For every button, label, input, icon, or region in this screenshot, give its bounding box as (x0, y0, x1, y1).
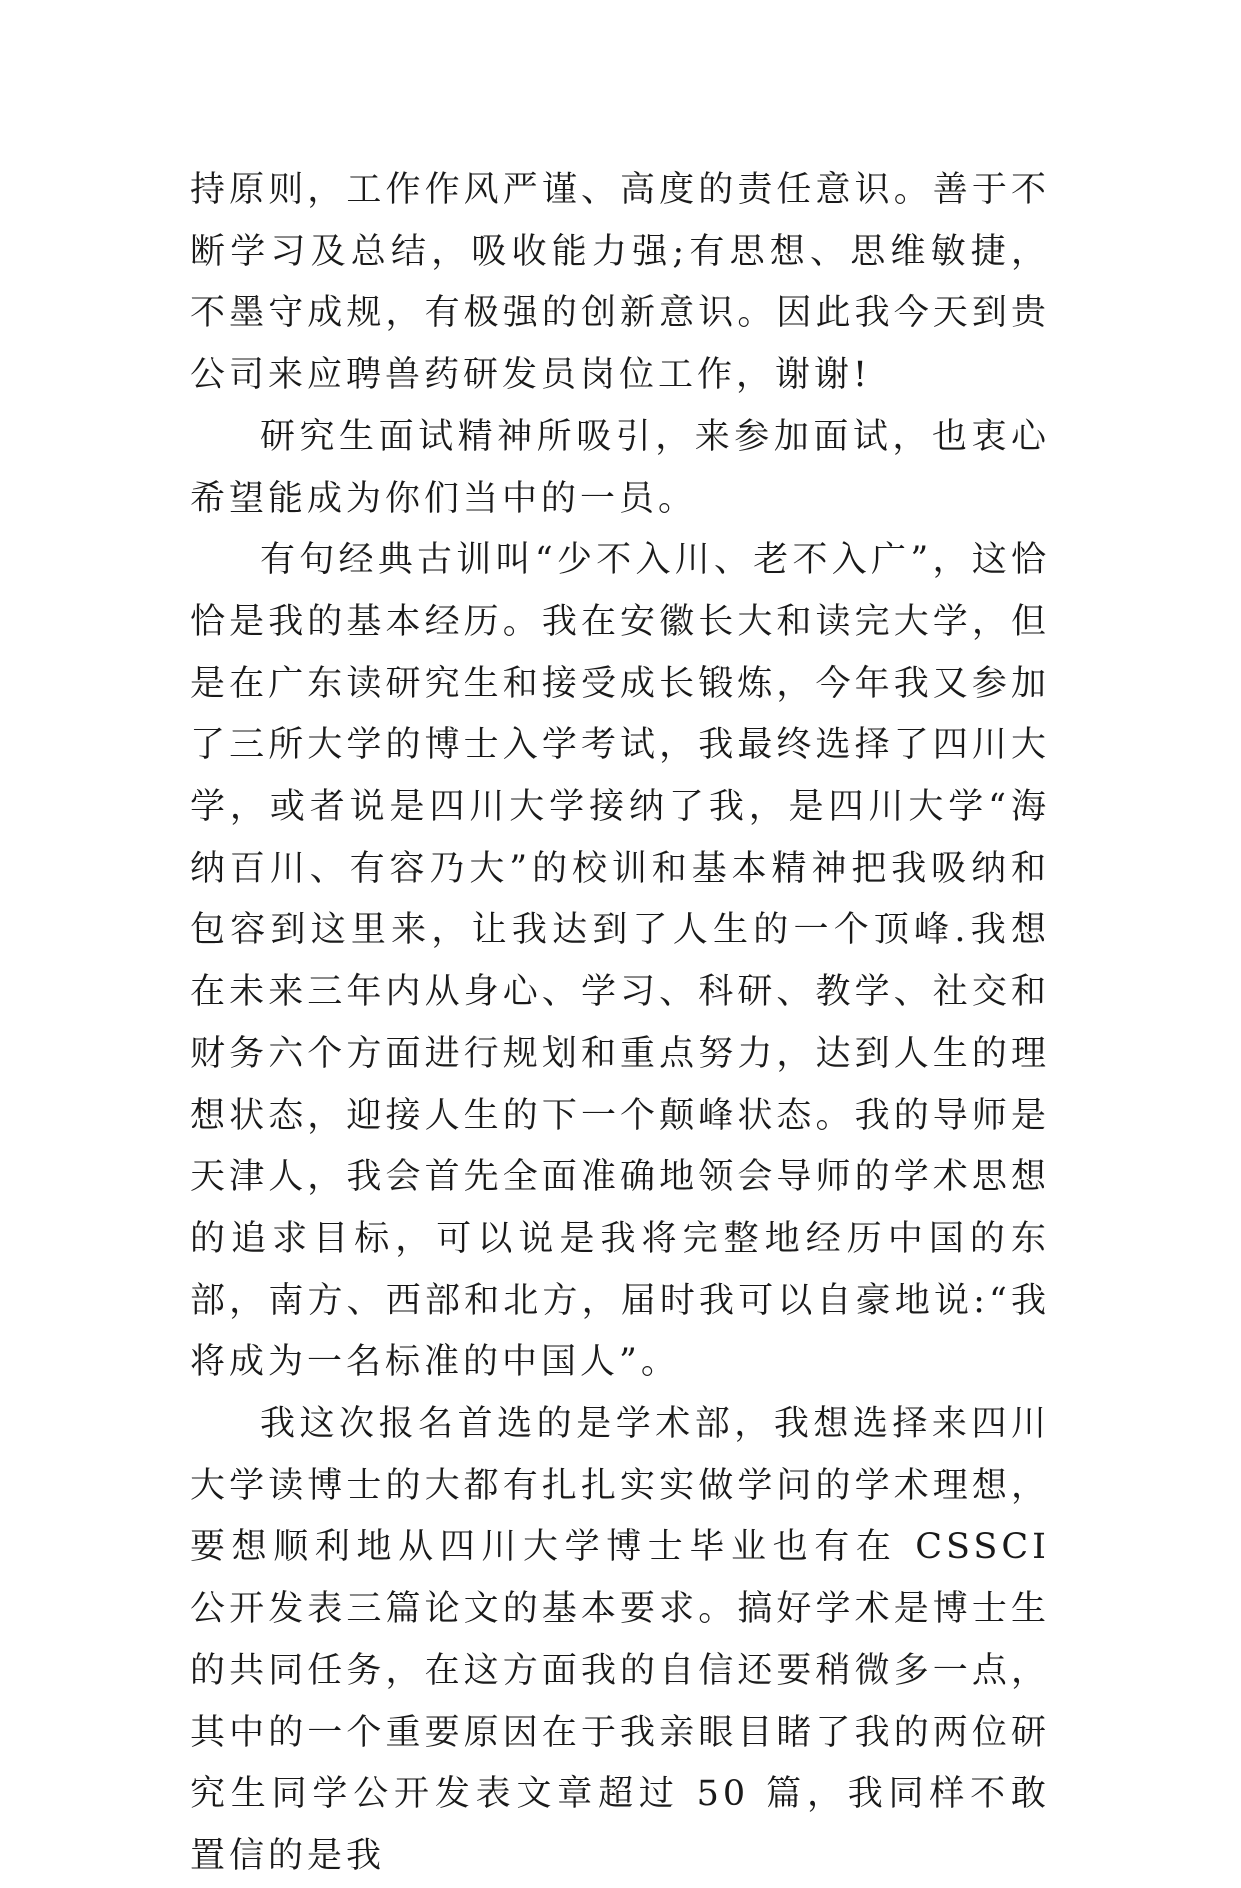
document-body (190, 160, 1050, 1888)
paragraph-2: 研究生面试精神所吸引，来参加面试，也衷心希望能成为你们当中的一员。 (190, 416, 1050, 519)
paragraph-4: 我这次报名首选的是学术部，我想选择来四川大学读博士的大都有扎扎实实做学问的学术理想，要想顺利地从四川大学博士毕业也有在 CSSCI 公开发表三篇论文的基本要求。搞好学术是博士生的共同任务，在这方面我的自信还要稍微多一点，其中的一个重要原因在于我亲眼目睹了我的两位研究生同学公开发表文章超过 50 篇，我同样不敢置信的是我 (190, 1404, 1050, 1876)
paragraph-3: 有句经典古训叫“少不入川、老不入广”，这恰恰是我的基本经历。我在安徽长大和读完大学，但是在广东读研究生和接受成长锻炼，今年我又参加了三所大学的博士入学考试，我最终选择了四川大学，或者说是四川大学接纳了我，是四川大学“海纳百川、有容乃大”的校训和基本精神把我吸纳和包容到这里来，让我达到了人生的一个顶峰.我想在未来三年内从身心、学习、科研、教学、社交和财务六个方面进行规划和重点努力，达到人生的理想状态，迎接人生的下一个颠峰状态。我的导师是天津人，我会首先全面准确地领会导师的学术思想的追求目标，可以说是我将完整地经历中国的东部，南方、西部和北方，届时我可以自豪地说:“我将成为一名标准的中国人”。 (190, 540, 1050, 1383)
paragraph-1: 持原则，工作作风严谨、高度的责任意识。善于不断学习及总结，吸收能力强;有思想、思维敏捷，不墨守成规，有极强的创新意识。因此我今天到贵公司来应聘兽药研发员岗位工作，谢谢! (190, 170, 1050, 396)
